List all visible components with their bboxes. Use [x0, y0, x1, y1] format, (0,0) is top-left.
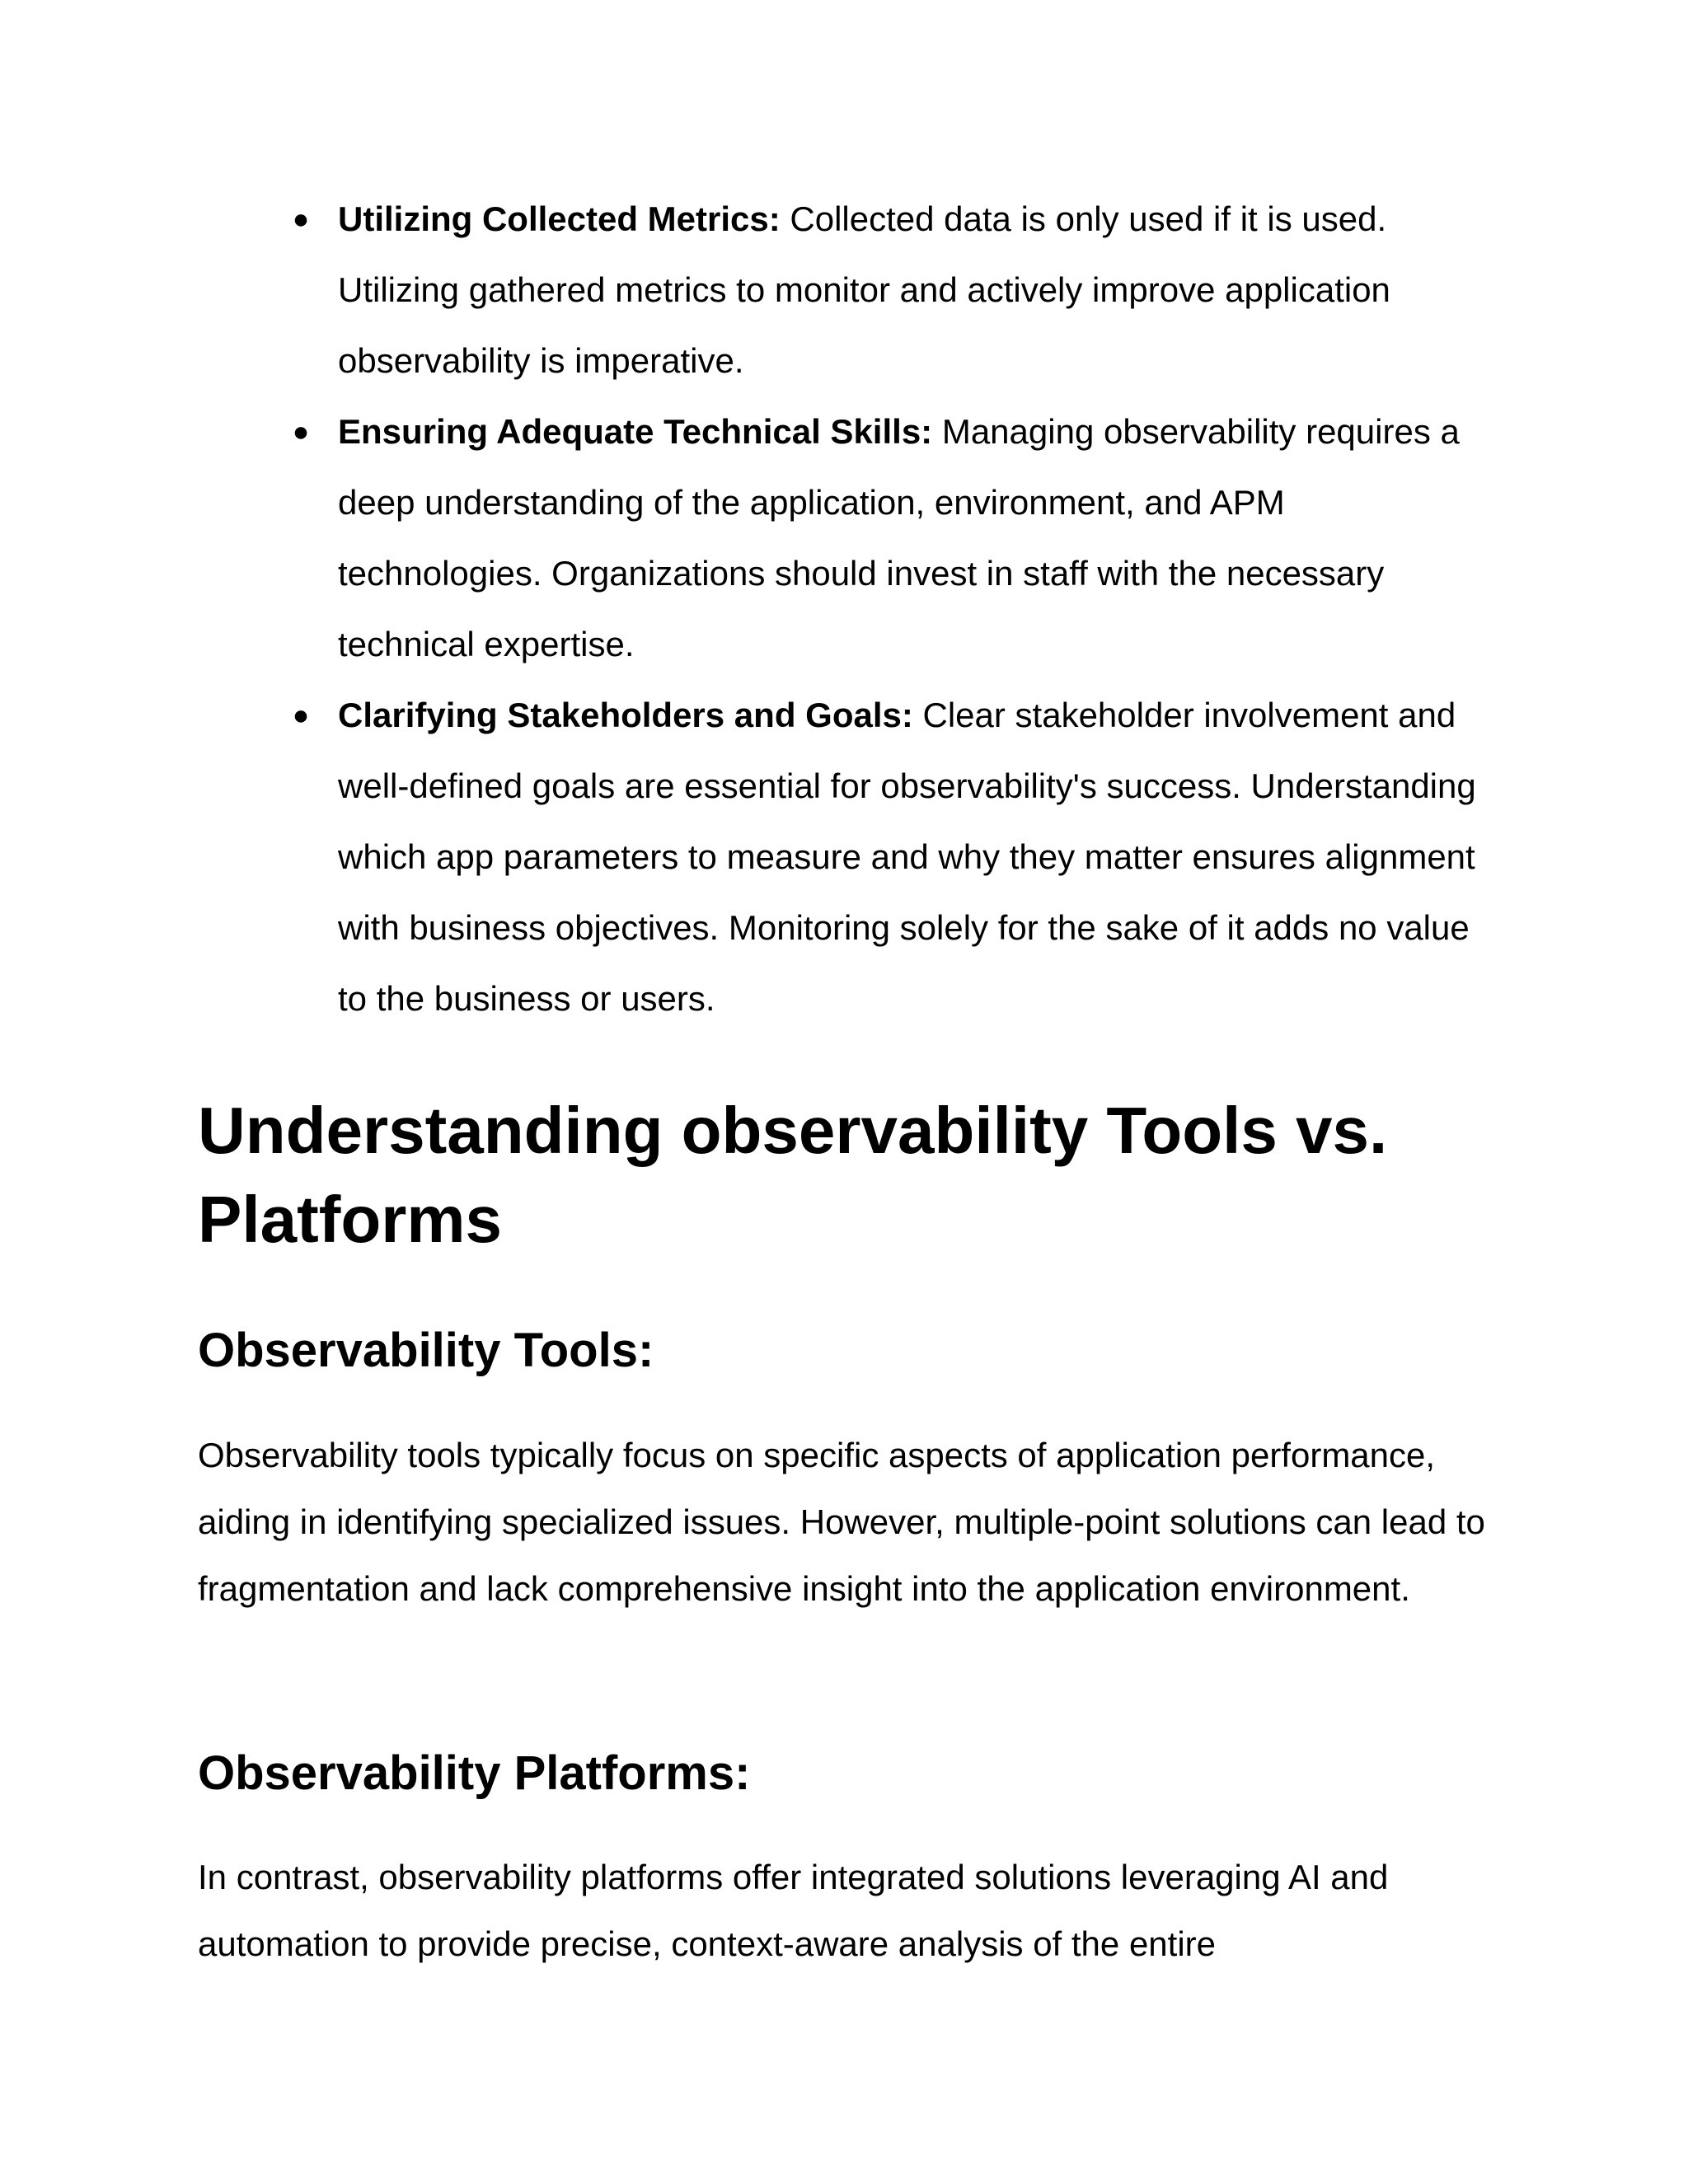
bullet-icon: ●: [292, 700, 310, 731]
bullet-icon: ●: [292, 416, 310, 448]
bullet-label: Utilizing Collected Metrics:: [338, 199, 781, 238]
tools-paragraph: Observability tools typically focus on specific aspects of application performance, aiding in identifying specialized issues. However, multiple-point solutions can lead to fragmentation and lack comprehensive insight into the application environment.: [198, 1436, 1485, 1608]
tools-heading: Observability Tools:: [198, 1324, 654, 1377]
section-heading: Understanding observability Tools vs. Platforms: [198, 1094, 1388, 1256]
list-item: [288, 396, 1492, 680]
bullet-text: Managing observability requires a deep understanding of the application, environment, and APM technologies. Organizations should invest in staff with the necessary technical expertise.: [338, 412, 1460, 663]
bullet-text: Clear stakeholder involvement and well-defined goals are essential for observability's success. Understanding which app parameters to measure and why they matter ensures alignment with business objectives. Monitoring solely for the sake of it adds no value to the business or users.: [338, 696, 1476, 1018]
platforms-paragraph: In contrast, observability platforms offer integrated solutions leveraging AI and automation to provide precise, context-aware analysis of the entire: [198, 1858, 1389, 1963]
bullet-label: Ensuring Adequate Technical Skills:: [338, 412, 933, 451]
list-item: [288, 184, 1492, 396]
bullet-label: Clarifying Stakeholders and Goals:: [338, 696, 913, 734]
bullet-list: [288, 184, 1492, 1034]
platforms-heading: Observability Platforms:: [198, 1746, 751, 1800]
bullet-icon: ●: [292, 204, 310, 235]
bullet-text: Collected data is only used if it is used. Utilizing gathered metrics to monitor and actively improve application observability is imperative.: [338, 199, 1390, 380]
list-item: [288, 680, 1492, 1034]
